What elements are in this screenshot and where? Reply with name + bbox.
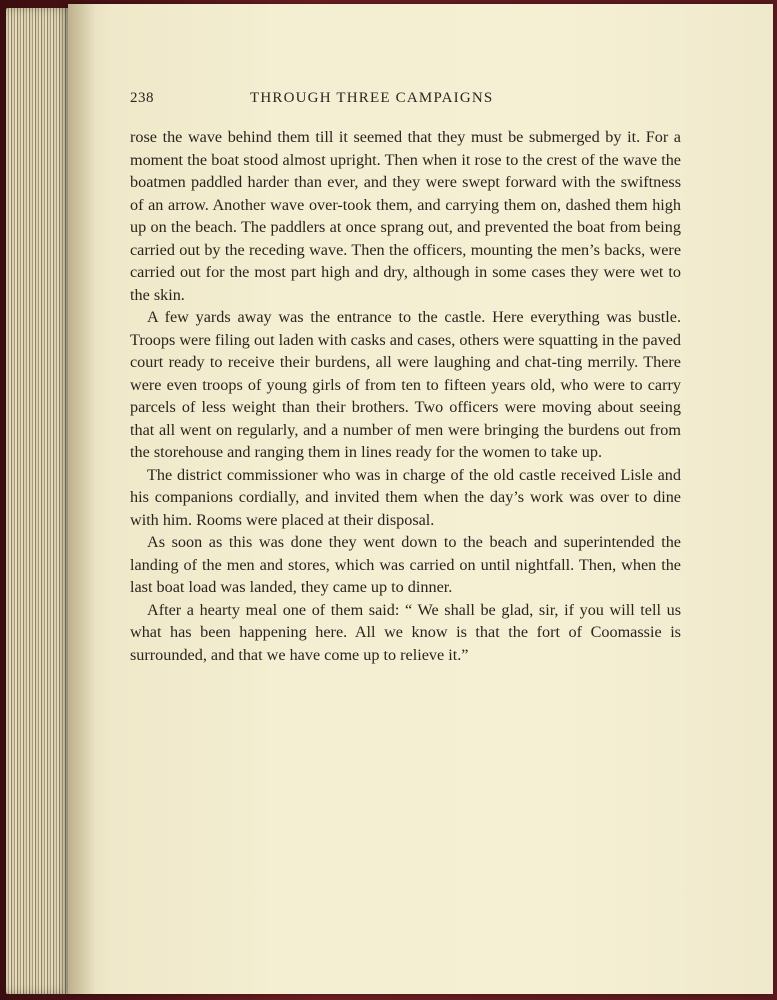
running-head: THROUGH THREE CAMPAIGNS <box>250 90 494 106</box>
paragraph-continued: rose the wave behind them till it seemed that they must be submerged by it. For a moment the boat stood almost upright. Then when it rose to the crest of the wave the boatmen paddled harder than ever, and they were swept forward with the swiftness of an arrow. Another wave over-took them, and carrying them on, dashed them high up on the beach. The paddlers at once sprang out, and prevented the boat from being carried out by the receding wave. Then the officers, mounting the men’s backs, were carried out for the most part high and dry, although in some cases they were wet to the skin. <box>130 128 681 304</box>
page-edges <box>6 8 76 994</box>
paragraph: As soon as this was done they went down to the beach and superintended the landing of the men and stores, which was carried on until nightfall. Then, when the last boat load was landed, they came up to dinner. <box>130 533 681 596</box>
paragraph: A few yards away was the entrance to the castle. Here everything was bustle. Troops were filing out laden with casks and cases, others were squatting in the paved court ready to receive their burdens, all were laughing and chat-ting merrily. There were even troops of young girls of from ten to fifteen years old, who were to carry parcels of less weight than their brothers. Two officers were moving about seeing that all went on regularly, and a number of men were bringing the burdens out from the storehouse and ranging them in lines ready for the women to take up. <box>130 308 681 461</box>
paragraph: After a hearty meal one of them said: “ We shall be glad, sir, if you will tell us what has been happening here. All we know is that the fort of Coomassie is surrounded, and that we have come up to relieve it.” <box>130 600 681 664</box>
paragraph: The district commissioner who was in charge of the old castle received Lisle and his companions cordially, and invited them when the day’s work was over to dine with him. Rooms were placed at their disposal. <box>130 465 681 529</box>
body-text <box>130 126 681 666</box>
page-number: 238 <box>130 90 154 106</box>
page-header <box>130 90 681 110</box>
